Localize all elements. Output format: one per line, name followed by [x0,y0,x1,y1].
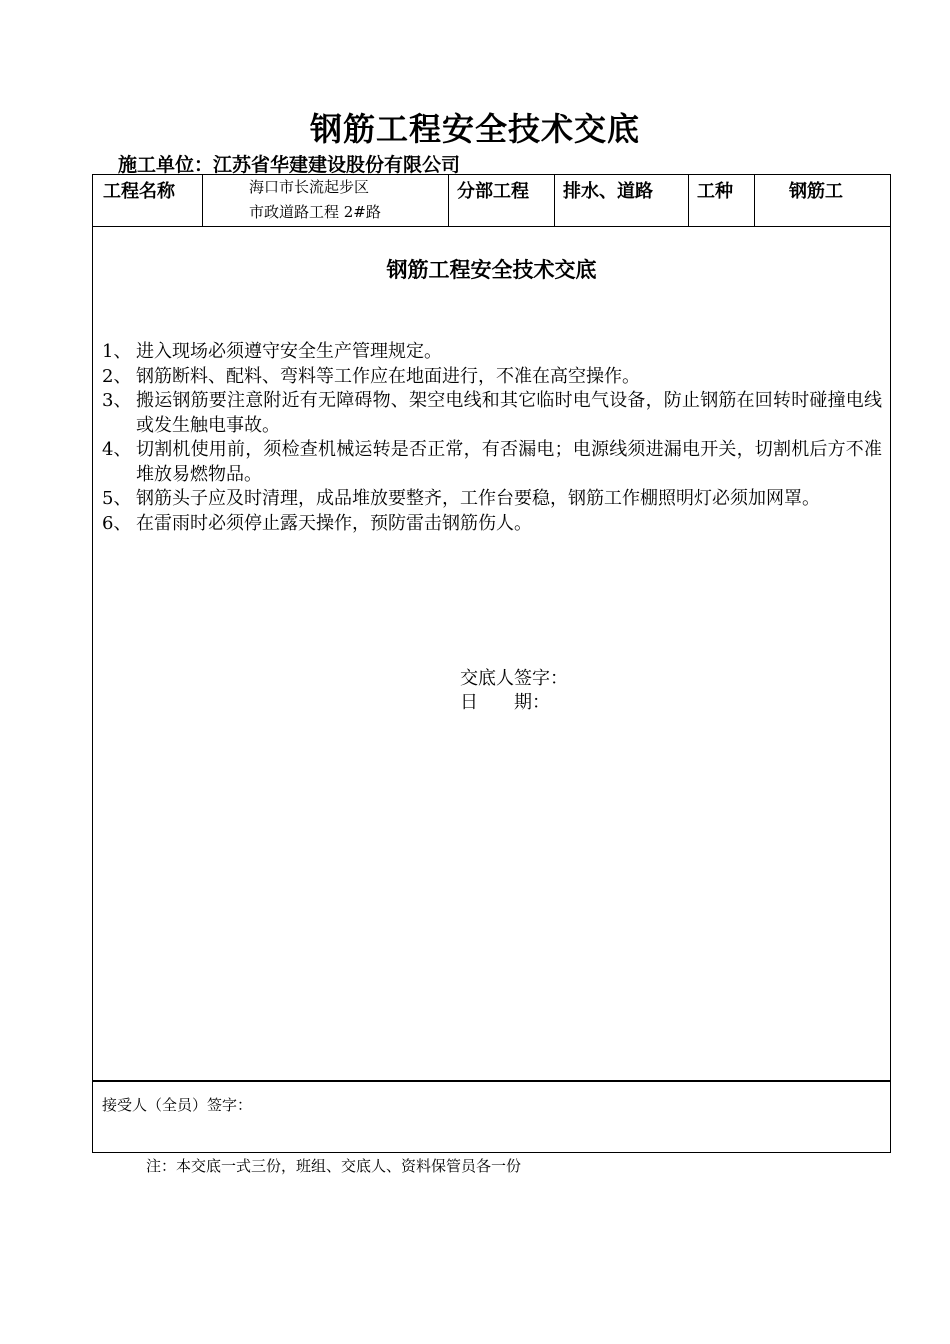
item-text: 钢筋头子应及时清理，成品堆放要整齐，工作台要稳，钢筋工作棚照明灯必须加网罩。 [136,488,820,509]
list-item [102,340,882,365]
item-number: 5、 [102,488,132,509]
item-text: 进入现场必须遵守安全生产管理规定。 [136,341,442,362]
item-number: 6、 [102,512,132,534]
list-item [102,438,882,487]
list-item [102,512,882,537]
item-text: 搬运钢筋要注意附近有无障碍物、架空电线和其它临时电气设备，防止钢筋在回转时碰撞电线或发生触电事故。 [136,390,882,436]
construction-unit: 施工单位：江苏省华建建设股份有限公司 [118,154,461,176]
document-title: 钢筋工程安全技术交底 [309,110,640,148]
project-name-line1: 海口市长流起步区 [249,178,370,196]
project-name-value [203,175,449,227]
signature-block [460,667,568,715]
item-text: 在雷雨时必须停止露天操作，预防雷击钢筋伤人。 [136,512,532,534]
sub-project-label: 分部工程 [449,175,555,227]
signer-label: 交底人签字： [460,668,568,689]
header-row [93,175,891,227]
content-title: 钢筋工程安全技术交底 [386,258,597,282]
list-item [102,389,882,438]
project-name-label: 工程名称 [93,175,203,227]
item-number: 1、 [102,341,132,362]
footnote: 注：本交底一式三份，班组、交底人、资料保管员各一份 [146,1157,522,1175]
list-item [102,365,882,390]
item-number: 3、 [102,390,132,411]
item-text: 切割机使用前，须检查机械运转是否正常，有否漏电；电源线须进漏电开关，切割机后方不准堆放易燃物品。 [136,439,882,485]
project-name-line2: 市政道路工程 2#路 [249,203,381,221]
date-label: 日 期： [460,692,550,713]
receiver-box [92,1081,891,1153]
header-table [92,174,891,227]
sub-project-value: 排水、道路 [555,175,689,227]
work-type-value: 钢筋工 [755,175,891,227]
item-number: 2、 [102,365,132,387]
item-text: 钢筋断料、配料、弯料等工作应在地面进行，不准在高空操作。 [136,365,640,387]
item-number: 4、 [102,439,132,460]
safety-items-list [102,340,882,536]
receiver-signature-label: 接受人（全员）签字： [102,1096,253,1114]
work-type-label: 工种 [689,175,755,227]
list-item [102,487,882,512]
briefing-content-box [92,224,891,1081]
